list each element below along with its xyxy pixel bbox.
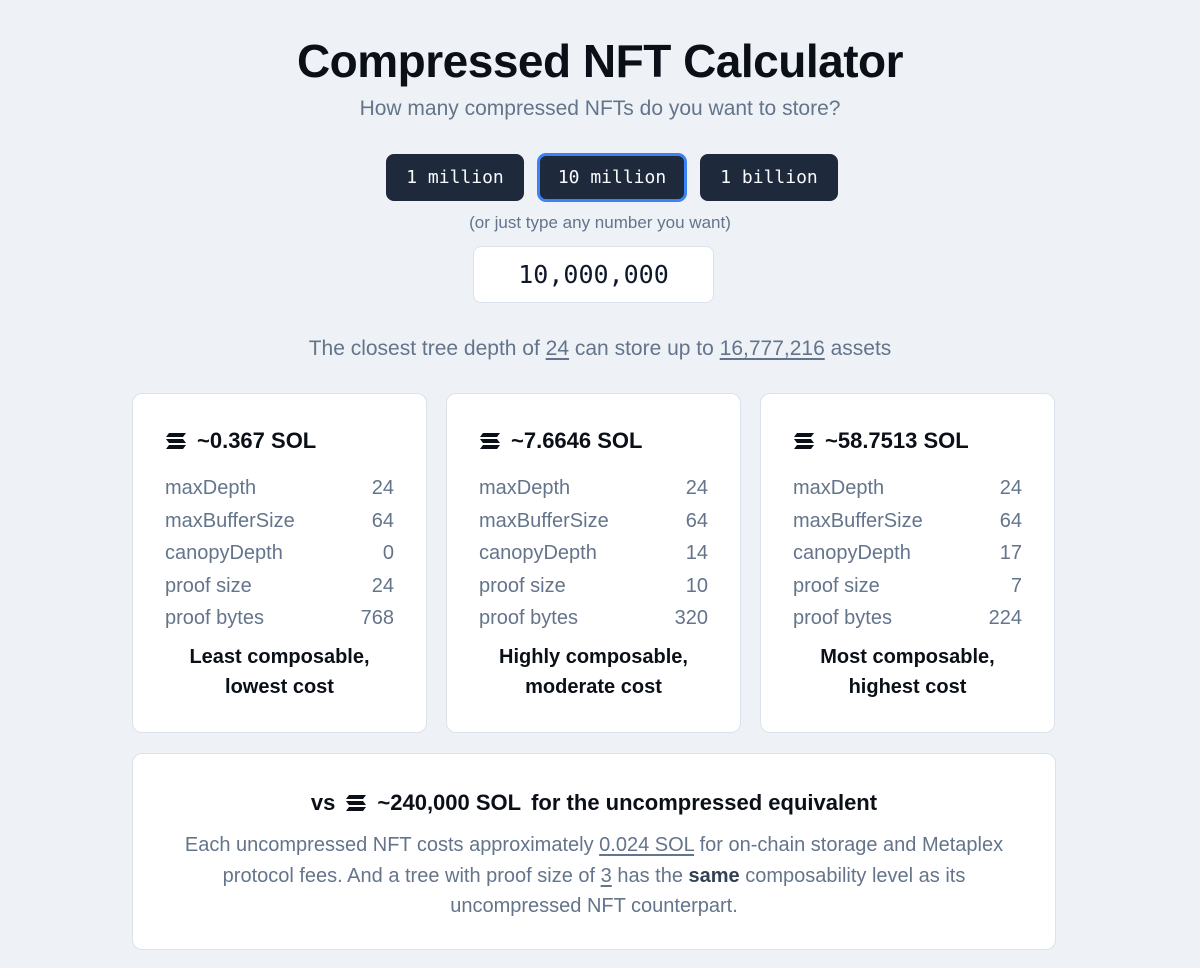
explanation-text: for on-chain storage and Metaplex protocol fees. And a tree with proof size of bbox=[222, 834, 1004, 887]
card-parameters bbox=[479, 472, 708, 635]
tree-option-card[interactable] bbox=[446, 393, 741, 733]
param-value: 24 bbox=[371, 574, 394, 597]
param-value: 0 bbox=[382, 542, 394, 565]
param-label: canopyDepth bbox=[165, 542, 283, 565]
param-label: canopyDepth bbox=[479, 542, 597, 565]
param-row bbox=[479, 570, 708, 603]
preset-buttons bbox=[0, 154, 1200, 201]
param-row bbox=[479, 505, 708, 538]
card-note-line1: Most composable, bbox=[820, 646, 995, 668]
tree-capacity-value: 16,777,216 bbox=[719, 337, 825, 360]
comparison-suffix: for the uncompressed equivalent bbox=[531, 790, 878, 815]
solana-logo-icon bbox=[479, 432, 501, 450]
param-value: 224 bbox=[988, 607, 1022, 630]
card-note-line2: highest cost bbox=[848, 676, 967, 698]
param-value: 768 bbox=[360, 607, 394, 630]
param-value: 64 bbox=[371, 509, 394, 532]
param-value: 24 bbox=[371, 477, 394, 499]
card-parameters bbox=[793, 472, 1022, 635]
param-row bbox=[479, 472, 708, 505]
solana-logo-icon bbox=[345, 794, 367, 812]
uncompressed-comparison bbox=[132, 753, 1056, 950]
param-value: 64 bbox=[999, 509, 1022, 532]
uncompressed-cost: ~240,000 SOL bbox=[377, 790, 522, 815]
card-tradeoff-note bbox=[133, 642, 426, 702]
param-value: 24 bbox=[999, 477, 1022, 499]
solana-logo-icon bbox=[165, 432, 187, 450]
card-tradeoff-note bbox=[761, 642, 1054, 702]
explanation-text: composability level as its uncompressed NFT counterpart. bbox=[450, 864, 966, 917]
depth-summary-suffix: assets bbox=[830, 337, 892, 360]
param-row bbox=[793, 570, 1022, 603]
param-value: 320 bbox=[674, 607, 708, 630]
card-cost bbox=[793, 428, 1034, 454]
card-parameters bbox=[165, 472, 394, 635]
card-note-line2: lowest cost bbox=[225, 676, 334, 698]
param-row bbox=[165, 537, 394, 570]
param-row bbox=[479, 537, 708, 570]
param-label: maxDepth bbox=[479, 477, 571, 499]
solana-logo-icon bbox=[793, 432, 815, 450]
card-note-line1: Least composable, bbox=[189, 646, 370, 668]
per-nft-cost: 0.024 SOL bbox=[599, 834, 695, 856]
comparison-explanation bbox=[163, 830, 1025, 922]
param-row bbox=[793, 472, 1022, 505]
param-row bbox=[793, 537, 1022, 570]
param-label: proof size bbox=[165, 574, 252, 597]
param-label: maxDepth bbox=[165, 477, 257, 499]
param-label: proof bytes bbox=[479, 607, 578, 630]
explanation-emphasis: same bbox=[688, 864, 740, 887]
preset-1-billion-button[interactable]: 1 billion bbox=[700, 154, 838, 201]
card-cost-value: ~58.7513 SOL bbox=[825, 428, 969, 453]
tree-option-card[interactable] bbox=[760, 393, 1055, 733]
param-label: proof size bbox=[793, 574, 880, 597]
param-row bbox=[165, 505, 394, 538]
card-note-line2: moderate cost bbox=[525, 676, 662, 698]
param-value: 10 bbox=[685, 574, 708, 597]
card-cost bbox=[165, 428, 406, 454]
depth-summary bbox=[0, 337, 1200, 361]
tree-depth-value: 24 bbox=[545, 337, 570, 360]
param-label: canopyDepth bbox=[793, 542, 911, 565]
param-label: maxBufferSize bbox=[479, 509, 609, 532]
card-cost-value: ~0.367 SOL bbox=[197, 428, 317, 453]
tree-options bbox=[132, 393, 1056, 733]
depth-summary-prefix: The closest tree depth of bbox=[308, 337, 540, 360]
card-note-line1: Highly composable, bbox=[499, 646, 688, 668]
page-subtitle: How many compressed NFTs do you want to store? bbox=[359, 97, 841, 120]
comparison-vs: vs bbox=[310, 790, 336, 815]
input-hint: (or just type any number you want) bbox=[469, 213, 731, 232]
param-value: 24 bbox=[685, 477, 708, 499]
param-label: proof size bbox=[479, 574, 566, 597]
explanation-text: Each uncompressed NFT costs approximately bbox=[184, 834, 594, 856]
nft-count-input[interactable] bbox=[473, 246, 714, 303]
page-title: Compressed NFT Calculator bbox=[296, 35, 904, 87]
param-row bbox=[165, 472, 394, 505]
card-cost bbox=[479, 428, 720, 454]
param-label: maxBufferSize bbox=[793, 509, 923, 532]
param-row bbox=[793, 602, 1022, 635]
tree-option-card[interactable] bbox=[132, 393, 427, 733]
card-tradeoff-note bbox=[447, 642, 740, 702]
param-row bbox=[479, 602, 708, 635]
comparison-heading bbox=[133, 790, 1055, 816]
param-row bbox=[165, 570, 394, 603]
param-label: proof bytes bbox=[793, 607, 892, 630]
equivalent-proof-size: 3 bbox=[600, 864, 612, 887]
explanation-text: has the bbox=[617, 864, 683, 887]
preset-10-million-button[interactable]: 10 million bbox=[538, 154, 686, 201]
param-label: proof bytes bbox=[165, 607, 264, 630]
param-value: 64 bbox=[685, 509, 708, 532]
param-value: 14 bbox=[685, 542, 708, 565]
preset-1-million-button[interactable]: 1 million bbox=[386, 154, 524, 201]
param-value: 7 bbox=[1010, 574, 1022, 597]
depth-summary-middle: can store up to bbox=[574, 337, 714, 360]
param-label: maxDepth bbox=[793, 477, 885, 499]
param-value: 17 bbox=[999, 542, 1022, 565]
card-cost-value: ~7.6646 SOL bbox=[511, 428, 643, 453]
param-row bbox=[793, 505, 1022, 538]
param-row bbox=[165, 602, 394, 635]
param-label: maxBufferSize bbox=[165, 509, 295, 532]
